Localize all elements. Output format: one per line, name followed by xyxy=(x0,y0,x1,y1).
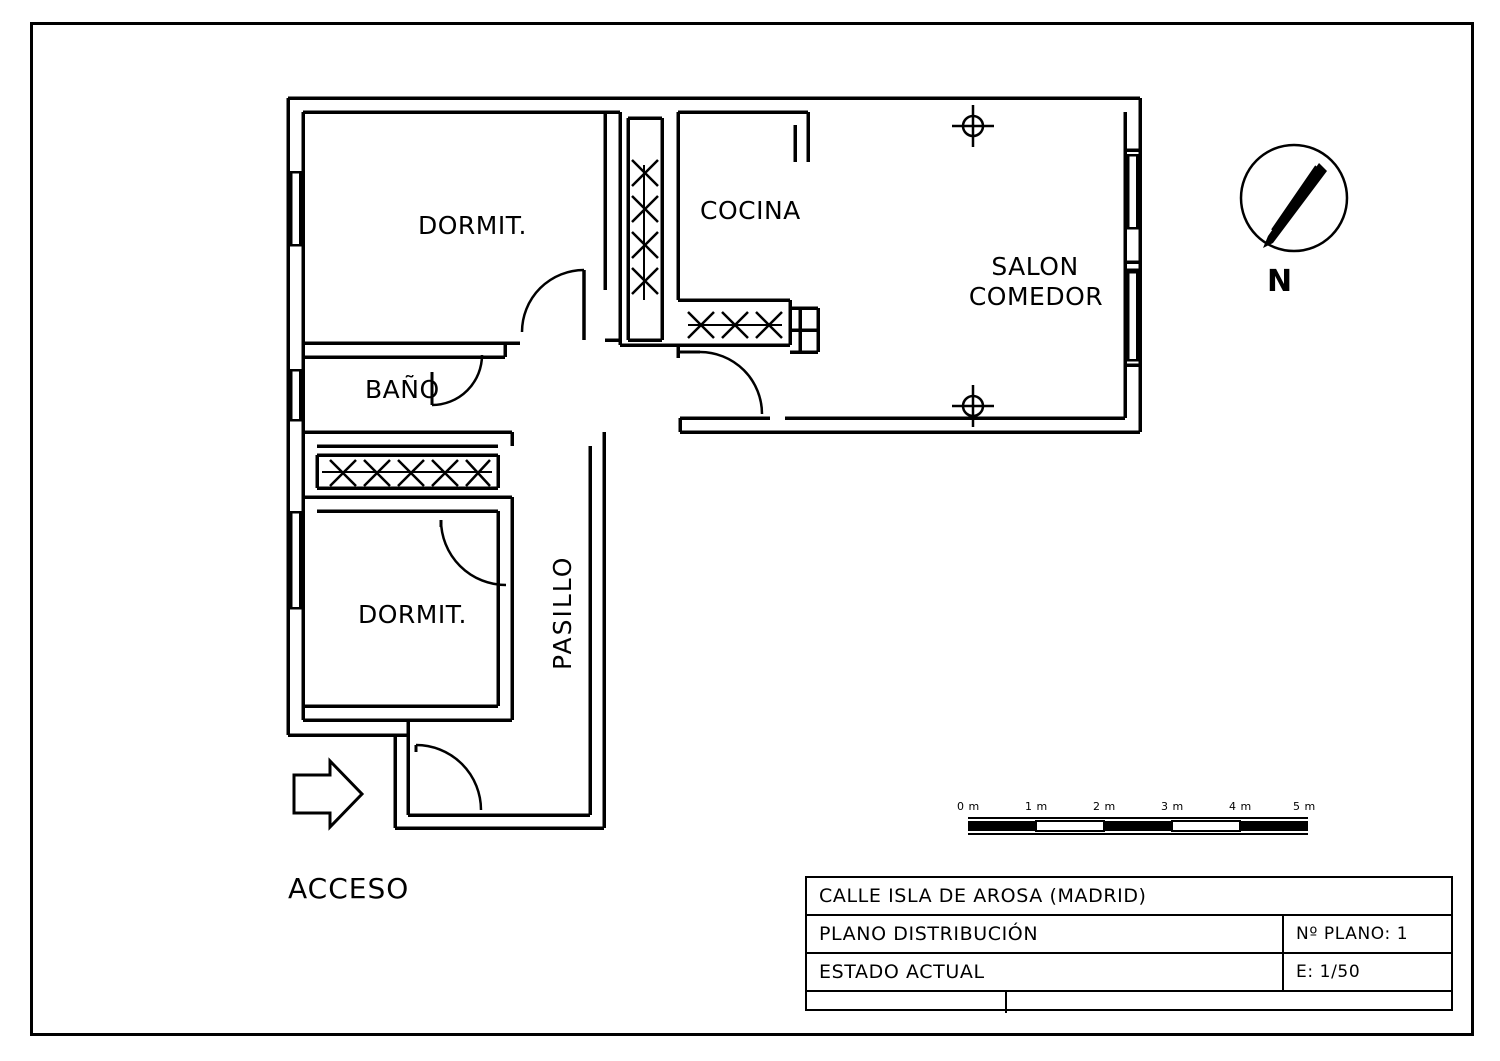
scale-tick-2: 2 m xyxy=(1093,800,1116,813)
room-label-cocina: COCINA xyxy=(700,196,801,225)
entrance-label-acceso: ACCESO xyxy=(288,872,410,905)
scale-tick-0: 0 m xyxy=(957,800,980,813)
title-block-scale: E: 1/50 xyxy=(1282,954,1451,990)
title-block-blank-right xyxy=(1007,992,1451,1013)
title-block-row-blank xyxy=(807,992,1451,1013)
room-label-bano: BAÑO xyxy=(365,375,440,404)
room-label-comedor: COMEDOR xyxy=(968,282,1104,311)
title-block-state: ESTADO ACTUAL xyxy=(819,961,985,983)
title-block-address: CALLE ISLA DE AROSA (MADRID) xyxy=(819,885,1147,907)
north-label: N xyxy=(1267,264,1293,299)
room-label-dormit-1: DORMIT. xyxy=(418,211,527,240)
room-label-pasillo: PASILLO xyxy=(548,555,577,670)
title-block-drawing-title: PLANO DISTRIBUCIÓN xyxy=(819,923,1039,945)
title-block-plan-number: Nº PLANO: 1 xyxy=(1282,916,1451,952)
title-block-blank-left xyxy=(807,992,1007,1013)
title-block-row-address xyxy=(807,878,1451,916)
scale-tick-3: 3 m xyxy=(1161,800,1184,813)
title-block-row-state xyxy=(807,954,1451,992)
scale-tick-5: 5 m xyxy=(1293,800,1316,813)
scale-tick-1: 1 m xyxy=(1025,800,1048,813)
scale-tick-4: 4 m xyxy=(1229,800,1252,813)
title-block xyxy=(805,876,1453,1011)
room-label-dormit-2: DORMIT. xyxy=(358,600,467,629)
title-block-row-title xyxy=(807,916,1451,954)
room-label-salon: SALON xyxy=(991,252,1079,281)
